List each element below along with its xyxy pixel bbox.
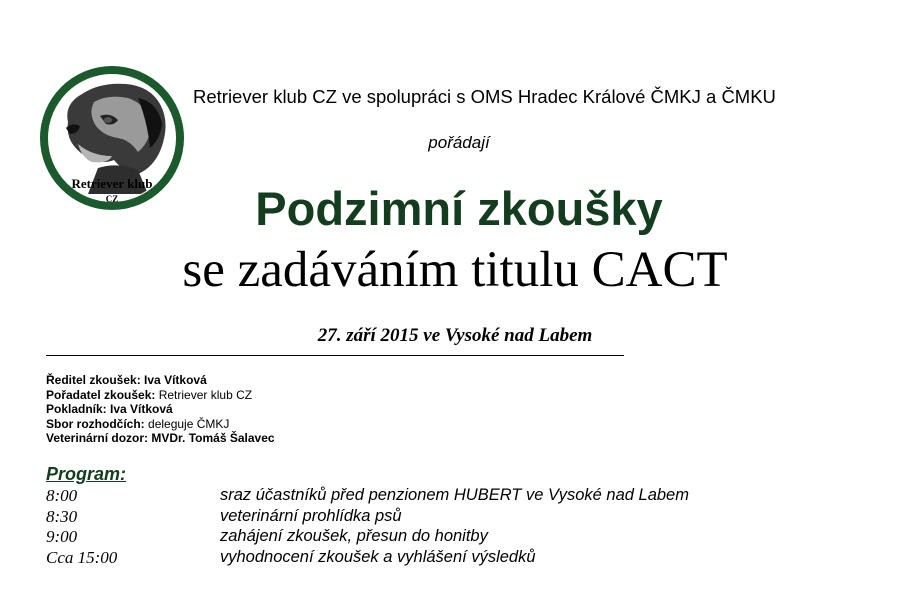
info-value: deleguje ČMKJ — [148, 416, 230, 431]
info-value: Iva Vítková — [144, 373, 207, 387]
program-heading: Program: — [46, 464, 127, 484]
info-value: Iva Vítková — [110, 402, 173, 417]
info-label: Pokladník: — [46, 402, 107, 417]
schedule-row — [46, 486, 806, 507]
event-subtitle: se zadáváním titulu CACT — [182, 242, 728, 298]
schedule-desc: zahájení zkoušek, přesun do honitby — [220, 527, 488, 545]
info-value: MVDr. Tomáš Šalavec — [151, 431, 275, 446]
logo-text: Retriever klub — [71, 176, 153, 191]
schedule-row — [46, 527, 806, 548]
info-row-judges — [46, 417, 275, 432]
event-title: Podzimní zkoušky — [255, 182, 663, 235]
event-date-place: 27. září 2015 ve Vysoké nad Labem — [317, 325, 593, 346]
info-block — [46, 373, 275, 446]
info-value: Retriever klub CZ — [158, 387, 253, 402]
schedule-row — [46, 548, 806, 569]
program-schedule — [46, 486, 806, 568]
info-row-treasurer — [46, 402, 275, 417]
schedule-row — [46, 507, 806, 528]
info-label: Pořadatel zkoušek: — [46, 387, 156, 402]
schedule-desc: veterinární prohlídka psů — [220, 506, 402, 525]
schedule-time: 8:30 — [46, 506, 78, 526]
horizontal-divider — [46, 355, 624, 356]
poradaji-text: pořádají — [428, 133, 490, 152]
organizers-line: Retriever klub CZ ve spolupráci s OMS Hradec Králové ČMKJ a ČMKU — [193, 86, 776, 107]
info-label: Veterinární dozor: — [46, 431, 149, 446]
logo-subtext: CZ — [105, 194, 119, 204]
schedule-time: 8:00 — [46, 486, 78, 505]
schedule-time: 9:00 — [46, 527, 78, 546]
schedule-desc: vyhodnocení zkoušek a vyhlášení výsledků — [220, 547, 536, 566]
info-row-organizer — [46, 388, 275, 403]
info-label: Sbor rozhodčích: — [46, 416, 145, 431]
info-row-director — [46, 373, 275, 388]
schedule-desc: sraz účastníků před penzionem HUBERT ve Vysoké nad Labem — [220, 486, 689, 504]
info-row-vet — [46, 431, 275, 446]
schedule-time: Cca 15:00 — [46, 547, 118, 567]
info-label: Ředitel zkoušek: — [46, 373, 141, 387]
